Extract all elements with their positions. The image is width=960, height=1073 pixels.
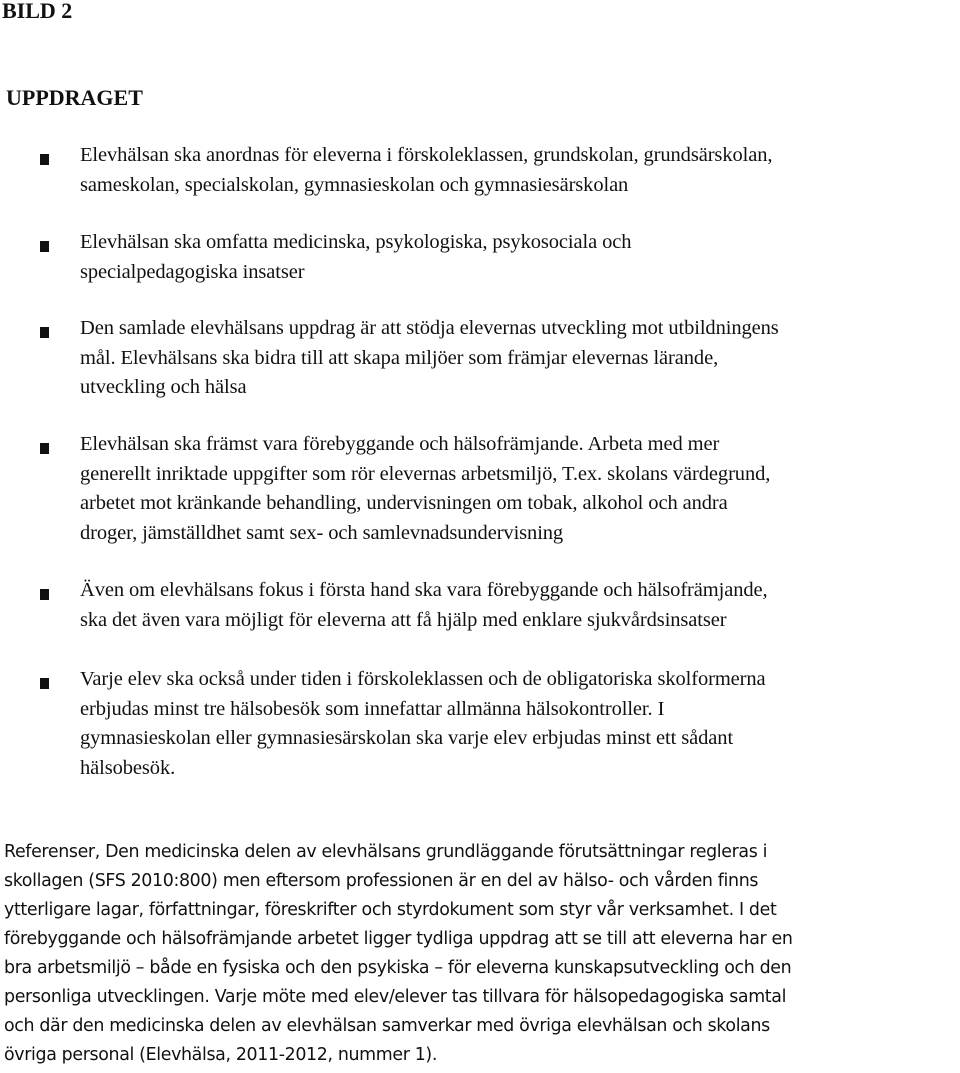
list-item-text: Elevhälsan ska omfatta medicinska, psykologiska, psykosociala och specialpedagogiska insatser <box>80 231 632 283</box>
list-item-text: Elevhälsan ska främst vara förebyggande och hälsofrämjande. Arbeta med mer generellt inriktade uppgifter som rör elevernas arbetsmiljö, T.ex. skolans värdegrund, arbetet mot kränkande behandling, undervisningen om tobak, alkohol och andra droger, jämställdhet samt sex- och samlevnadsundervisning <box>80 433 771 544</box>
section-title: UPPDRAGET <box>6 85 143 110</box>
square-bullet-icon <box>40 241 49 252</box>
list-item-text: Även om elevhälsans fokus i första hand ska vara förebyggande och hälsofrämjande, ska det även vara möjligt för eleverna att få hjälp med enklare sjukvårdsinsatser <box>80 579 768 631</box>
references-paragraph: Referenser, Den medicinska delen av elevhälsans grundläggande förutsättningar regleras i skollagen (SFS 2010:800) men eftersom professionen är en del av hälso- och vården finns ytterligare lagar, författningar, föreskrifter och styrdokument som styr vår verksamhet. I det förebyggande och hälsofrämjande arbetet ligger tydliga uppdrag att se till att eleverna har en bra arbetsmiljö – både en fysiska och den psykiska – för eleverna kunskapsutveckling och den personliga utvecklingen. Varje möte med elev/elever tas tillvara för hälsopedagogiska samtal och där den medicinska delen av elevhälsan samverkar med övriga elevhälsan och skolans övriga personal (Elevhälsa, 2011-2012, nummer 1). <box>4 842 793 1065</box>
square-bullet-icon <box>40 154 49 165</box>
list-item-text: Varje elev ska också under tiden i förskoleklassen och de obligatoriska skolformerna erbjudas minst tre hälsobesök som innefattar allmänna hälsokontroller. I gymnasieskolan eller gymnasiesärskolan ska varje elev erbjudas minst ett sådant hälsobesök. <box>80 668 766 779</box>
square-bullet-icon <box>40 443 49 454</box>
list-item-text: Den samlade elevhälsans uppdrag är att stödja elevernas utveckling mot utbildningens mål. Elevhälsans ska bidra till att skapa miljöer som främjar elevernas lärande, utveckling och hälsa <box>80 317 779 398</box>
square-bullet-icon <box>40 327 49 338</box>
square-bullet-icon <box>40 589 49 600</box>
page-label: BILD 2 <box>2 0 73 23</box>
square-bullet-icon <box>40 678 49 689</box>
list-item-text: Elevhälsan ska anordnas för eleverna i förskoleklassen, grundskolan, grundsärskolan, sameskolan, specialskolan, gymnasieskolan och gymnasiesärskolan <box>80 144 773 196</box>
